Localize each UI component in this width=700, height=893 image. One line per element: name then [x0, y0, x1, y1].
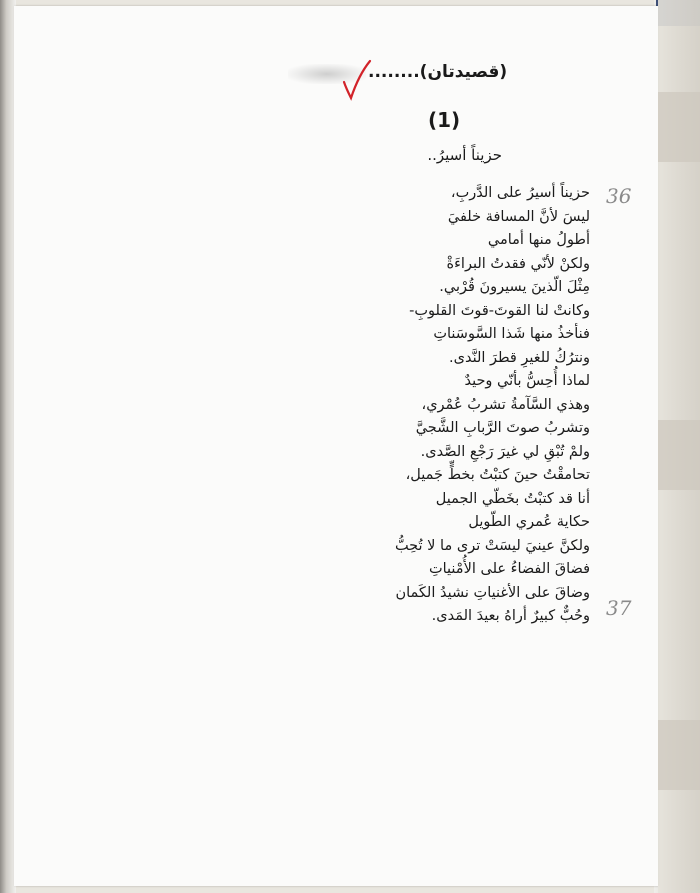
poem-line: ليسَ لأنَّ المسافة خلفيَ	[447, 208, 590, 225]
poem-title: حزيناً أسيرُ..	[427, 146, 502, 164]
poem-line: ونترُكُ للغيرِ قطرَ النَّدى.	[449, 349, 590, 366]
margin-page-note: 37	[606, 596, 632, 620]
tape-band	[658, 92, 700, 162]
poem-line: ولكنَّ عينيَ ليسَتْ ترى ما لا تُحِبُّ	[394, 537, 590, 554]
poem-lines	[170, 182, 590, 629]
poem-line: وكانتْ لنا القوتَ-قوتَ القلوبِ-	[409, 302, 590, 319]
page-title: ........(قصيدتان)	[368, 62, 508, 82]
poem-line: أطولُ منها أمامي	[487, 232, 590, 248]
poem-line: ولكنْ لأنّي فقدتُ البراءَةْ	[446, 255, 590, 272]
poem-line: وضاقَ على الأغنياتِ نشيدُ الكَمان	[395, 584, 590, 601]
poem-line: وهذي السَّآمةُ تشربُ عُمْري،	[421, 396, 590, 413]
poem-line: لماذا أُحِسُّ بأنّي وحيدٌ	[464, 373, 590, 389]
poem-line: حزيناً أسيرُ على الدَّربِ،	[450, 185, 590, 201]
poem-line: وتشربُ صوتَ الرَّبابِ الشَّجيَّ	[415, 420, 590, 436]
binding-tape	[658, 0, 700, 893]
poem-line: أنا قد كتبْتُ بخَطّي الجميل	[435, 490, 590, 507]
section-number: (1)	[428, 108, 461, 132]
poem-line: تحامقْتُ حينَ كتبْتُ بخطٍّ جَميل،	[405, 467, 590, 483]
poem-line: وحُبٌّ كبيرٌ أراهُ بعيدَ المَدى.	[431, 608, 590, 624]
poem-line: مِثْلَ الّذينَ يسيرونَ قُرْبي.	[439, 279, 590, 295]
poem-line: فنأخذُ منها شَذا السَّوسَناتِ	[433, 326, 590, 342]
tape-band	[658, 420, 700, 490]
tape-band	[658, 720, 700, 790]
margin-page-note: 36	[606, 184, 632, 208]
poem-line: حكاية عُمري الطّويل	[468, 514, 590, 530]
poem-line: ولمْ تُبْقِ لي غيرَ رَجْعِ الصَّدى.	[420, 443, 590, 460]
poem-line: فضاقَ الفضاءُ على الأُمْنياتِ	[428, 561, 590, 577]
check-mark-icon	[340, 58, 372, 102]
